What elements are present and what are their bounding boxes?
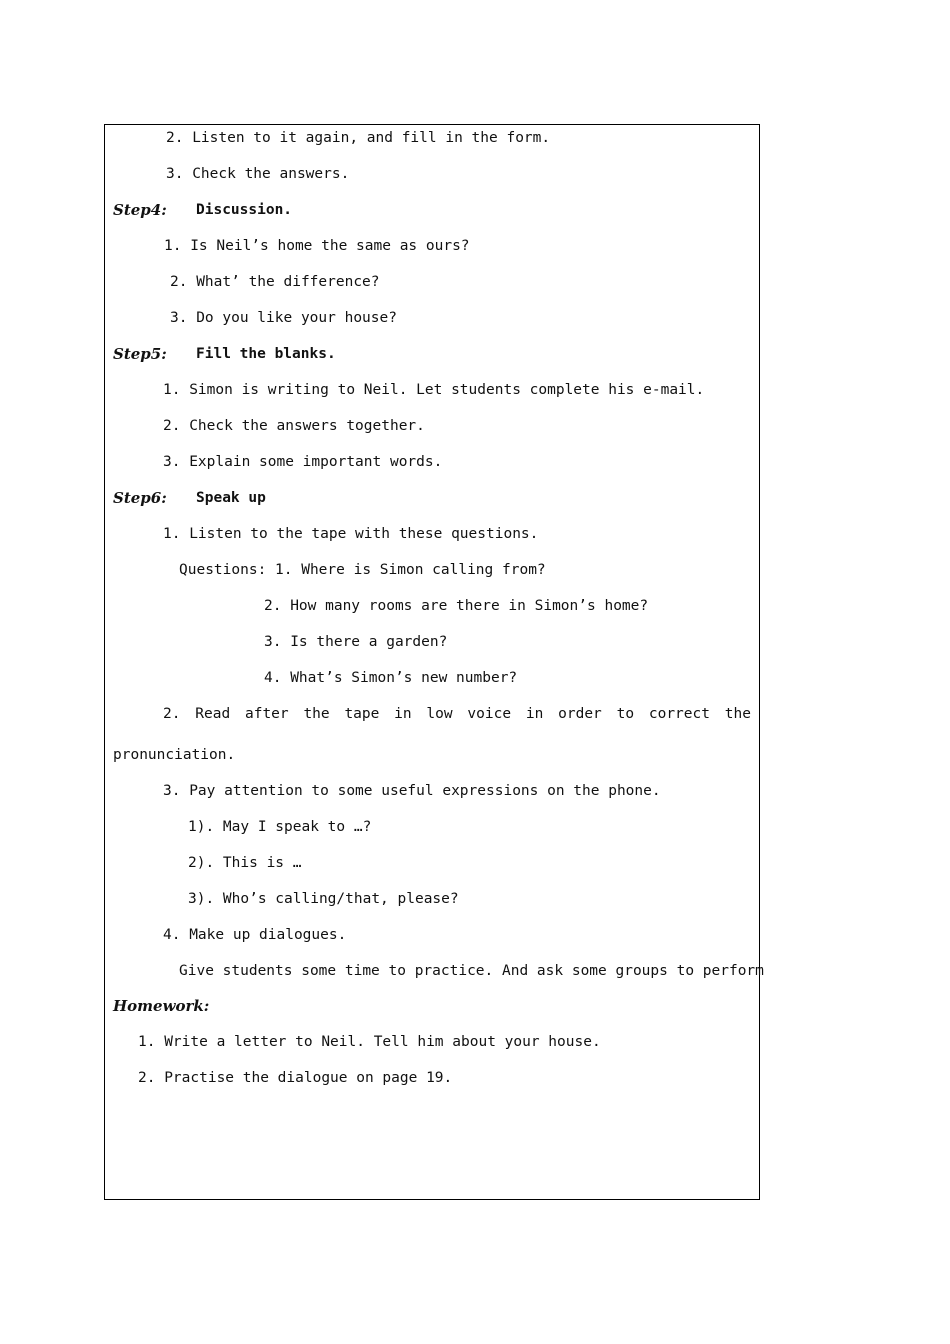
text-line: 3. Explain some important words. bbox=[163, 454, 443, 470]
justified-word: voice bbox=[467, 706, 512, 722]
text-line: Give students some time to practice. And ask some groups to perform bbox=[179, 963, 764, 979]
text-line: pronunciation. bbox=[113, 747, 236, 763]
justified-word: Read bbox=[195, 706, 231, 722]
step4-label: Step4: bbox=[113, 201, 167, 219]
justified-word: in bbox=[394, 706, 412, 722]
justified-word: after bbox=[244, 706, 289, 722]
text-line: 2. Practise the dialogue on page 19. bbox=[138, 1070, 453, 1086]
text-line: 2. Check the answers together. bbox=[163, 418, 425, 434]
step6-title: Speak up bbox=[196, 490, 266, 506]
text-line: 3. Pay attention to some useful expressions on the phone. bbox=[163, 783, 661, 799]
justified-word: tape bbox=[344, 706, 380, 722]
text-line: 1. Listen to the tape with these questions. bbox=[163, 526, 539, 542]
step4-title: Discussion. bbox=[196, 202, 293, 218]
justified-word: the bbox=[303, 706, 330, 722]
text-line: 4. Make up dialogues. bbox=[163, 927, 347, 943]
text-line: 2. How many rooms are there in Simon’s home? bbox=[264, 598, 649, 614]
text-line: 3. Check the answers. bbox=[166, 166, 350, 182]
text-line: 2). This is … bbox=[188, 855, 302, 871]
homework-label: Homework: bbox=[113, 997, 210, 1015]
justified-word: the bbox=[724, 706, 751, 722]
step6-label: Step6: bbox=[113, 489, 167, 507]
text-line: Questions: 1. Where is Simon calling from? bbox=[179, 562, 546, 578]
text-line: 3). Who’s calling/that, please? bbox=[188, 891, 459, 907]
step5-title: Fill the blanks. bbox=[196, 346, 336, 362]
step5-label: Step5: bbox=[113, 345, 167, 363]
text-line: 1. Is Neil’s home the same as ours? bbox=[164, 238, 470, 254]
justified-word: low bbox=[426, 706, 453, 722]
text-line: 3. Is there a garden? bbox=[264, 634, 448, 650]
text-line: 2. What’ the difference? bbox=[170, 274, 380, 290]
text-line: 4. What’s Simon’s new number? bbox=[264, 670, 518, 686]
text-line: 1). May I speak to …? bbox=[188, 819, 372, 835]
justified-word: to bbox=[616, 706, 635, 722]
text-line: 2. Listen to it again, and fill in the form. bbox=[166, 130, 551, 146]
justified-word: order bbox=[558, 706, 602, 722]
justified-word: in bbox=[525, 706, 544, 722]
justified-word: 2. bbox=[163, 706, 181, 722]
justified-word: correct bbox=[648, 706, 710, 722]
text-line: 3. Do you like your house? bbox=[170, 310, 397, 326]
text-line: 1. Simon is writing to Neil. Let students complete his e-mail. bbox=[163, 382, 705, 398]
justified-text-line bbox=[163, 705, 751, 723]
text-line: 1. Write a letter to Neil. Tell him about your house. bbox=[138, 1034, 601, 1050]
